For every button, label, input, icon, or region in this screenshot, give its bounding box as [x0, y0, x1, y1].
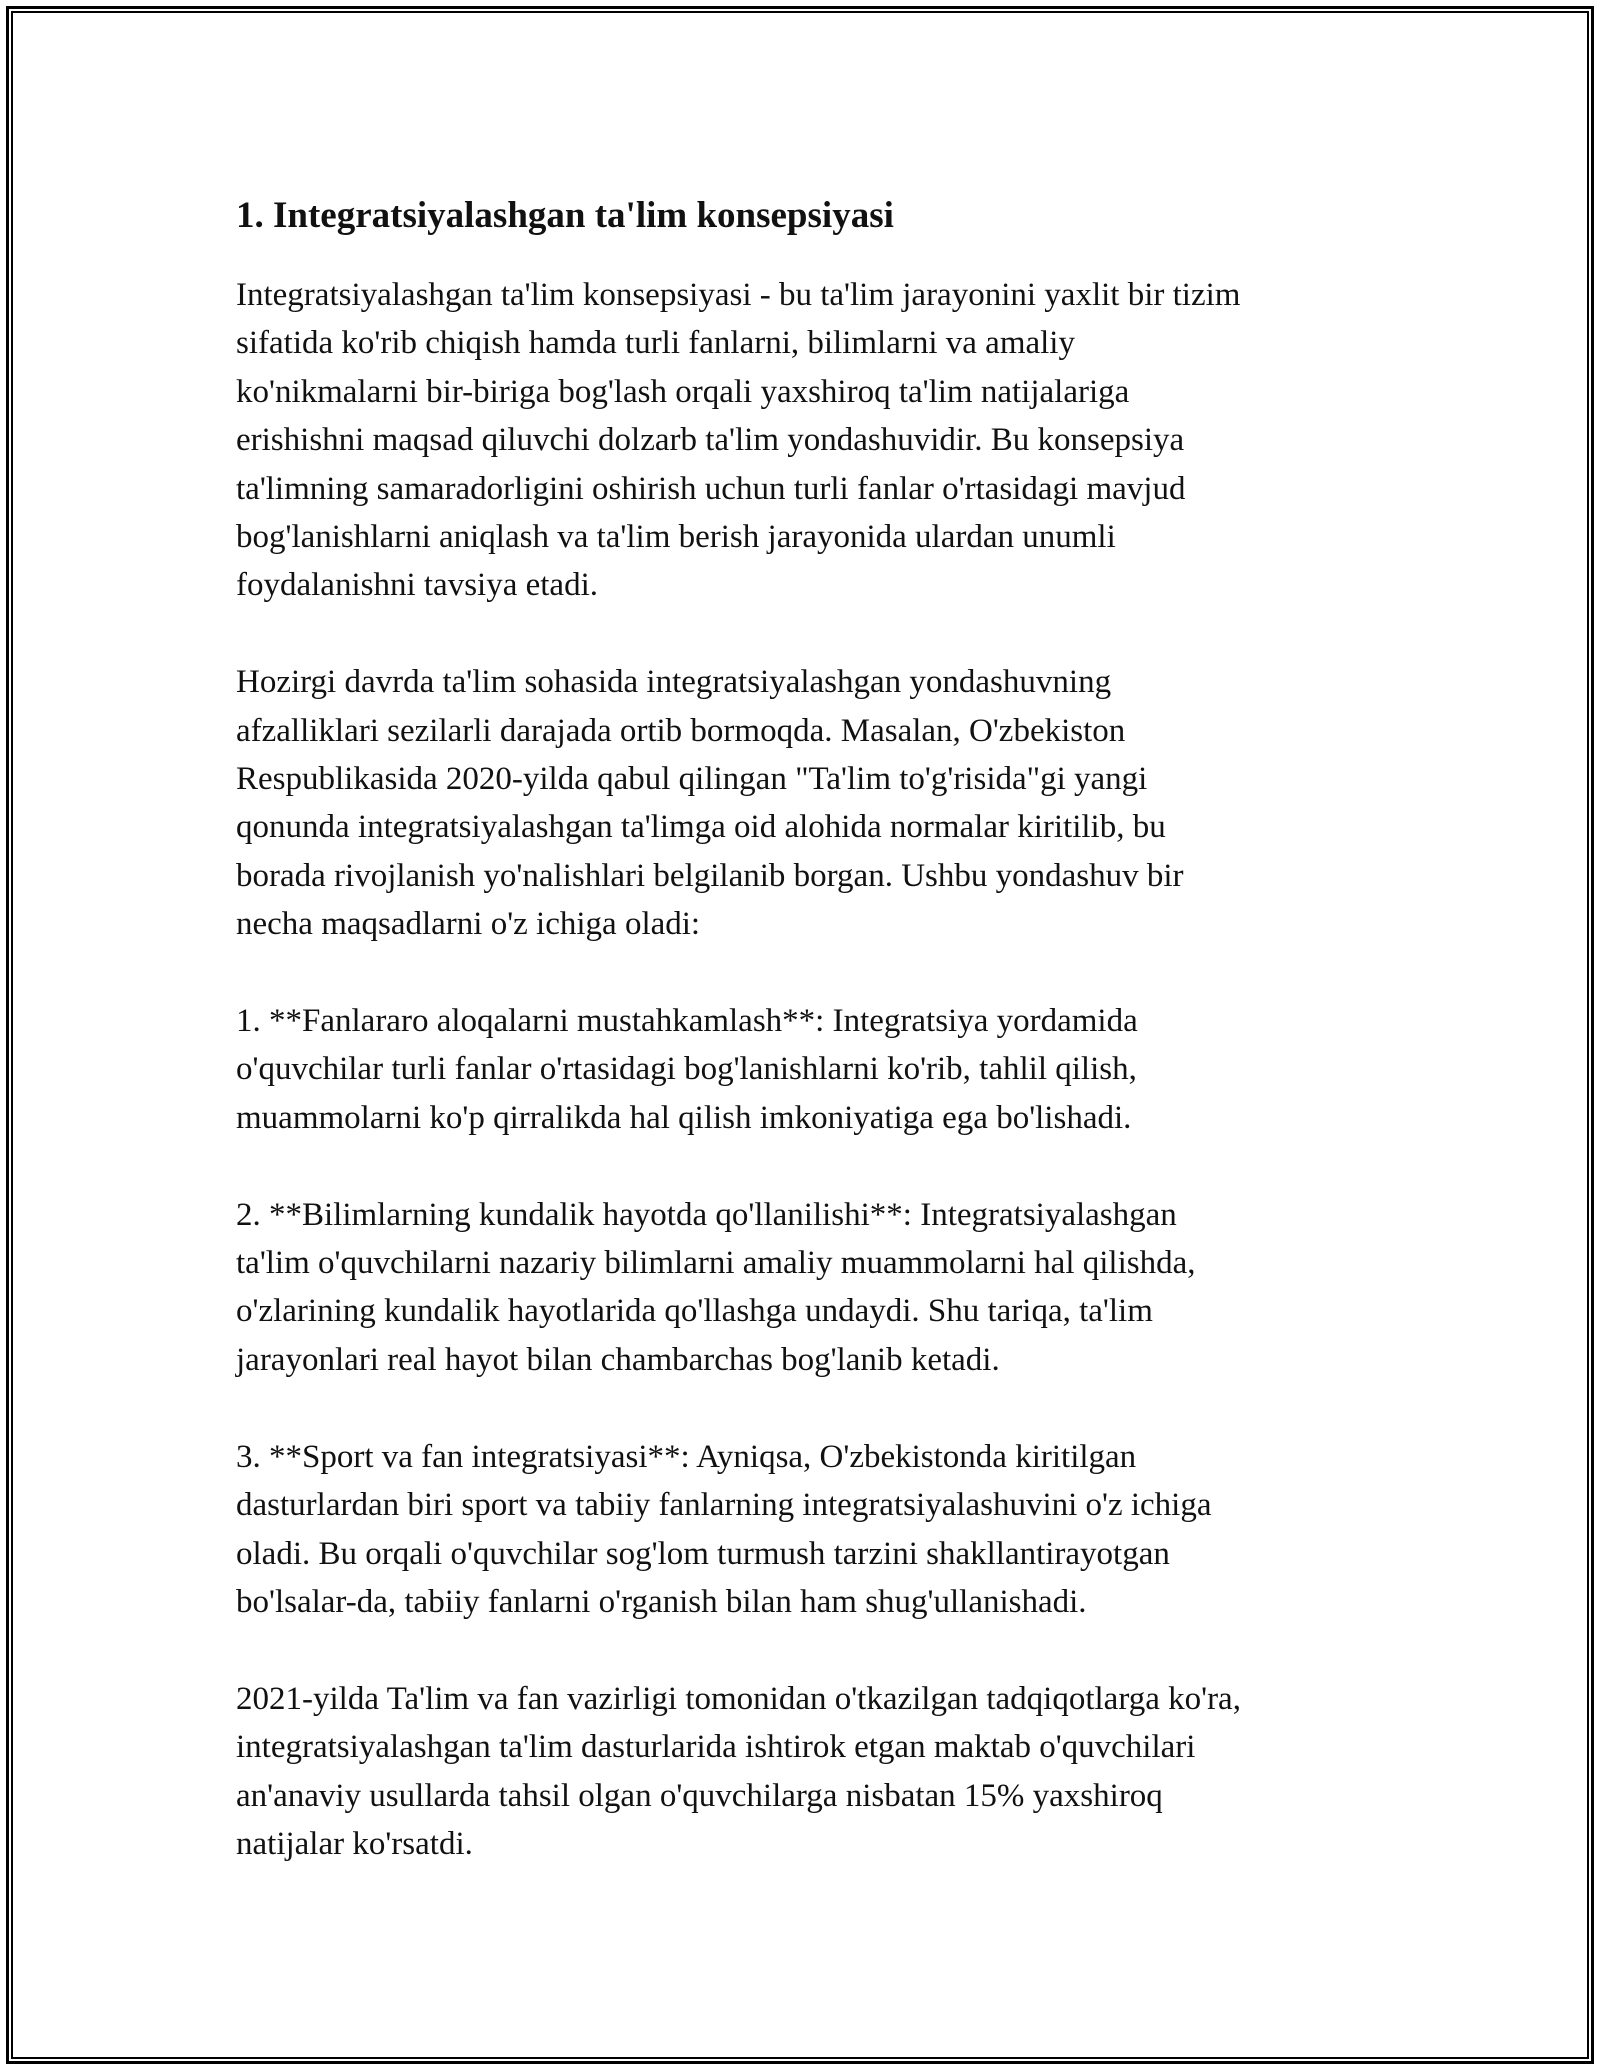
document-body — [236, 188, 1386, 1868]
paragraph-context: Hozirgi davrda ta'lim sohasida integratsiyalashgan yondashuvning afzalliklari sezilarli darajada ortib bormoqda. Masalan, O'zbekiston Respublikasida 2020-yilda qabul qilingan "Ta'lim to'g'risida"gi yangi qonunda integratsiyalashgan ta'limga oid alohida normalar kiritilib, bu borada rivojlanish yo'nalishlari belgilanib borgan. Ushbu yondashuv bir necha maqsadlarni o'z ichiga oladi: — [236, 664, 1184, 943]
paragraph-intro: Integratsiyalashgan ta'lim konsepsiyasi - bu ta'lim jarayonini yaxlit bir tizim sifatida ko'rib chiqish hamda turli fanlarni, bilimlarni va amaliy ko'nikmalarni bir-biriga bog'lash orqali yaxshiroq ta'lim natijalariga erishishni maqsad qiluvchi dolzarb ta'lim yondashuvidir. Bu konsepsiya ta'limning samaradorligini oshirish uchun turli fanlar o'rtasidagi mavjud bog'lanishlarni aniqlash va ta'lim berish jarayonida ulardan unumli foydalanishni tavsiya etadi. — [236, 277, 1241, 604]
list-item-3: 3. **Sport va fan integratsiyasi**: Ayniqsa, O'zbekistonda kiritilgan dasturlardan biri sport va tabiiy fanlarning integratsiyalashuvini o'z ichiga oladi. Bu orqali o'quvchilar sog'lom turmush tarzini shakllantirayotgan bo'lsalar-da, tabiiy fanlarni o'rganish bilan ham shug'ullanishadi. — [236, 1438, 1212, 1620]
section-title: 1. Integratsiyalashgan ta'lim konsepsiyasi — [236, 195, 894, 236]
list-item-2: 2. **Bilimlarning kundalik hayotda qo'llanilishi**: Integratsiyalashgan ta'lim o'quvchilarni nazariy bilimlarni amaliy muammolarni hal qilishda, o'zlarining kundalik hayotlarida qo'llashga undaydi. Shu tariqa, ta'lim jarayonlari real hayot bilan chambarchas bog'lanib ketadi. — [236, 1196, 1196, 1378]
paragraph-conclusion: 2021-yilda Ta'lim va fan vazirligi tomonidan o'tkazilgan tadqiqotlarga ko'ra, integratsiyalashgan ta'lim dasturlarida ishtirok etgan maktab o'quvchilari an'anaviy usullarda tahsil olgan o'quvchilarga nisbatan 15% yaxshiroq natijalar ko'rsatdi. — [236, 1680, 1241, 1862]
list-item-1: 1. **Fanlararo aloqalarni mustahkamlash**: Integratsiya yordamida o'quvchilar turli fanlar o'rtasidagi bog'lanishlarni ko'rib, tahlil qilish, muammolarni ko'p qirralikda hal qilish imkoniyatiga ega bo'lishadi. — [236, 1003, 1138, 1136]
